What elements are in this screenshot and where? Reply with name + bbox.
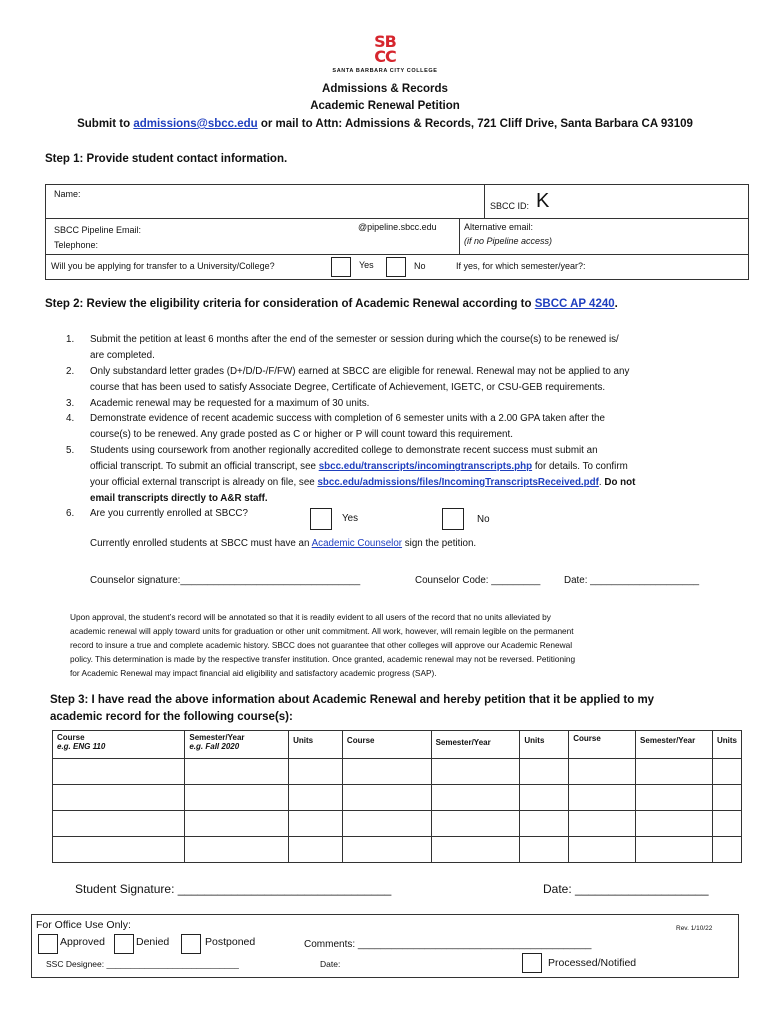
enrolled-no-label: No (477, 514, 490, 525)
col-semester-3: Semester/Year (636, 731, 713, 759)
approved-label: Approved (60, 936, 105, 948)
alternative-email-label: Alternative email: (464, 222, 534, 232)
enrolled-no-checkbox[interactable] (442, 508, 464, 530)
telephone-label: Telephone: (54, 240, 99, 250)
step1-heading: Step 1: Provide student contact information. (45, 153, 288, 165)
transfer-semester-label: If yes, for which semester/year?: (456, 261, 586, 271)
processed-checkbox[interactable] (522, 953, 542, 973)
department-title: Admissions & Records (322, 83, 448, 95)
postponed-label: Postponed (205, 936, 256, 948)
enrolled-yes-checkbox[interactable] (310, 508, 332, 530)
col-units-2: Units (520, 731, 569, 759)
ap-4240-link[interactable]: SBCC AP 4240 (534, 298, 615, 310)
sbcc-id-prefix: K (536, 190, 550, 212)
counselor-signature-line[interactable]: Counselor signature:_________________________________ (90, 575, 361, 586)
denied-checkbox[interactable] (114, 934, 134, 954)
student-date-line[interactable]: Date: ____________________ (543, 882, 709, 896)
table-header-row (53, 731, 742, 759)
form-title: Academic Renewal Petition (310, 100, 460, 112)
counselor-date-line[interactable]: Date: ____________________ (564, 575, 700, 586)
denied-label: Denied (136, 936, 170, 948)
comments-line[interactable]: Comments: __________________________________________ (304, 939, 592, 950)
sbcc-id-label: SBCC ID: (490, 201, 530, 211)
step3-heading: Step 3: I have read the above information about Academic Renewal and hereby petition that it be applied to my academic record for the following course(s): (50, 694, 655, 723)
student-signature-line[interactable]: Student Signature: ________________________________ (75, 882, 392, 896)
table-row[interactable] (53, 837, 742, 863)
col-course-2: Course (342, 731, 431, 759)
transfer-no-label: No (414, 261, 426, 271)
name-label: Name: (54, 189, 81, 199)
approval-notice: Upon approval, the student’s record will be annotated so that it is readily evident to all users of the record that no units alleviated by academic renewal will apply toward units for graduation or other unit commitment. All work, however, will remain legible on the permanent record to insure a true and complete academic history. SBCC does not guarantee that other colleges will approve our Academic Renewal policy. This determination is made by the respective transfer institution. Once granted, academic renewal may not be reversed. Petitioning for Academic Renewal may impact financial aid eligibility and satisfactory academic progress (SAP). (70, 612, 576, 678)
enrolled-yes-label: Yes (342, 513, 358, 524)
approved-checkbox[interactable] (38, 934, 58, 954)
pipeline-email-label: SBCC Pipeline Email: (54, 225, 142, 235)
office-use-box (31, 914, 739, 978)
col-semester-2: Semester/Year (431, 731, 520, 759)
col-semester-1: Semester/Year e.g. Fall 2020 (185, 731, 289, 759)
table-row[interactable] (53, 785, 742, 811)
example-semester: e.g. Fall 2020 (189, 742, 240, 751)
academic-counselor-link[interactable]: Academic Counselor (311, 538, 403, 549)
transfer-yes-checkbox[interactable] (331, 257, 351, 277)
ssc-designee-line[interactable]: SSC Designee: ____________________________ (46, 959, 239, 969)
transfer-question: Will you be applying for transfer to a University/College? (51, 261, 275, 271)
sbcc-logo: SB CC (374, 32, 396, 66)
transcripts-received-link[interactable]: sbcc.edu/admissions/files/IncomingTranscriptsReceived.pdf (317, 477, 599, 488)
postponed-checkbox[interactable] (181, 934, 201, 954)
logo-subtitle: SANTA BARBARA CITY COLLEGE (332, 68, 438, 74)
col-course-3: Course (569, 731, 636, 759)
incoming-transcripts-link[interactable]: sbcc.edu/transcripts/incomingtranscripts.php (318, 461, 533, 472)
example-course: e.g. ENG 110 (57, 742, 106, 751)
counselor-code-line[interactable]: Counselor Code: _________ (415, 575, 541, 586)
counselor-note: Currently enrolled students at SBCC must have an Academic Counselor sign the petition. (90, 538, 477, 549)
table-row[interactable] (53, 811, 742, 837)
office-date-label: Date: (320, 959, 341, 969)
table-row[interactable] (53, 759, 742, 785)
col-units-3: Units (713, 731, 742, 759)
revision-date: Rev. 1/10/22 (676, 925, 713, 932)
processed-label: Processed/Notified (548, 957, 637, 969)
contact-info-box (45, 184, 749, 280)
col-units-1: Units (289, 731, 343, 759)
course-table (52, 730, 742, 863)
pipeline-domain: @pipeline.sbcc.edu (358, 222, 437, 232)
transfer-no-checkbox[interactable] (386, 257, 406, 277)
col-course-1: Course e.g. ENG 110 (53, 731, 185, 759)
office-use-title: For Office Use Only: (36, 919, 131, 931)
admissions-email-link[interactable]: admissions@sbcc.edu (133, 118, 258, 130)
alternative-email-note: (if no Pipeline access) (464, 236, 553, 246)
transfer-yes-label: Yes (359, 260, 374, 270)
step2-heading: Step 2: Review the eligibility criteria for consideration of Academic Renewal according to SBCC AP 4240. (45, 298, 618, 310)
submit-instructions: Submit to admissions@sbcc.edu or mail to Attn: Admissions & Records, 721 Cliff Drive, Santa Barbara CA 93109 (77, 118, 693, 130)
